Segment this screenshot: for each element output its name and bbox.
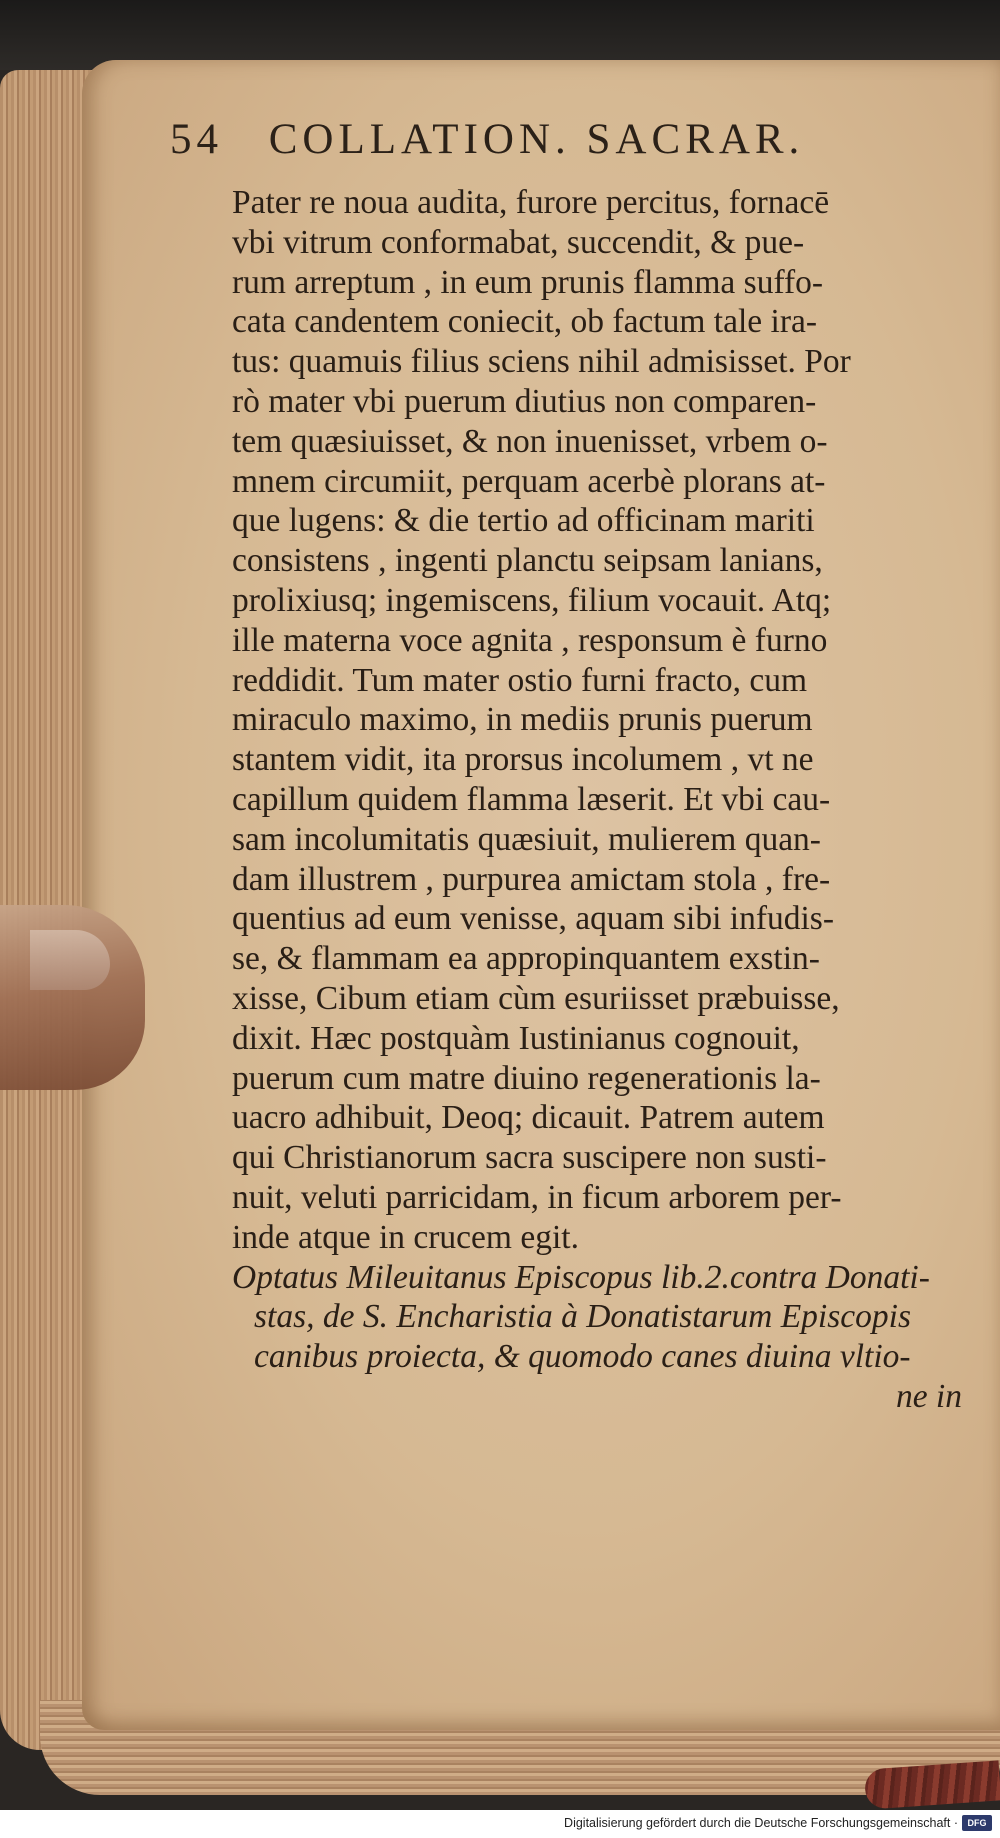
body-line: dixit. Hæc postquàm Iustinianus cognouit, [232,1019,800,1057]
body-line: prolixiusq; ingemiscens, filium vocauit. Atq; [232,581,832,619]
body-line: puerum cum matre diuino regenerationis la- [232,1059,821,1097]
running-title: COLLATION. SACRAR. [268,116,805,163]
body-line: tus: quamuis filius sciens nihil admisisset. Por [232,343,851,381]
body-line: vbi vitrum conformabat, succendit, & pue- [232,223,805,261]
catchword: ne in [895,1377,962,1415]
body-line: consistens , ingenti planctu seipsam lanians, [232,542,823,580]
body-line: stantem vidit, ita prorsus incolumem , vt ne [232,741,814,779]
citation-line: Optatus Mileuitanus Episcopus lib.2.contra Donati- [232,1258,930,1296]
body-line: tem quæsiuisset, & non inuenisset, vrbem o- [232,422,828,460]
body-line: ille materna voce agnita , responsum è furno [232,621,828,659]
page-body [232,183,972,1417]
body-line: capillum quidem flamma læserit. Et vbi cau- [232,780,831,818]
body-line: sam incolumitatis quæsiuit, mulierem quan- [232,820,821,858]
page-header [170,115,930,185]
body-line: cata candentem coniecit, ob factum tale ira- [232,303,818,341]
body-line: nuit, veluti parricidam, in ficum arborem per- [232,1178,842,1216]
body-line: dam illustrem , purpurea amictam stola , fre- [232,860,831,898]
digitization-footer [0,1810,1000,1838]
body-line: xisse, Cibum etiam cùm esuriisset præbuisse, [232,979,840,1017]
body-line: reddidit. Tum mater ostio furni fracto, cum [232,661,807,699]
body-line: uacro adhibuit, Deoq; dicauit. Patrem autem [232,1099,825,1137]
body-line: rò mater vbi puerum diutius non comparen- [232,382,817,420]
bookmark-ribbon [864,1760,1000,1809]
body-line: miraculo maximo, in mediis prunis puerum [232,701,813,739]
citation-line: stas, de S. Encharistia à Donatistarum Episcopis [254,1298,911,1336]
body-line: rum arreptum , in eum prunis flamma suffo- [232,263,824,301]
holding-thumb-nail [30,930,110,990]
page-number: 54 [170,116,223,163]
body-line: mnem circumiit, perquam acerbè plorans at- [232,462,826,500]
funding-credit: Digitalisierung gefördert durch die Deutsche Forschungsgemeinschaft · [564,1816,958,1830]
citation-line: canibus proiecta, & quomodo canes diuina vltio- [254,1338,911,1376]
body-line: se, & flammam ea appropinquantem exstin- [232,940,820,978]
body-line: inde atque in crucem egit. [232,1218,579,1256]
body-line: quentius ad eum venisse, aquam sibi infudis- [232,900,834,938]
body-line: que lugens: & die tertio ad officinam mariti [232,502,815,540]
dfg-logo-icon: DFG [962,1815,992,1831]
body-line: qui Christianorum sacra suscipere non susti- [232,1139,827,1177]
body-line: Pater re noua audita, furore percitus, fornacē [232,184,830,221]
